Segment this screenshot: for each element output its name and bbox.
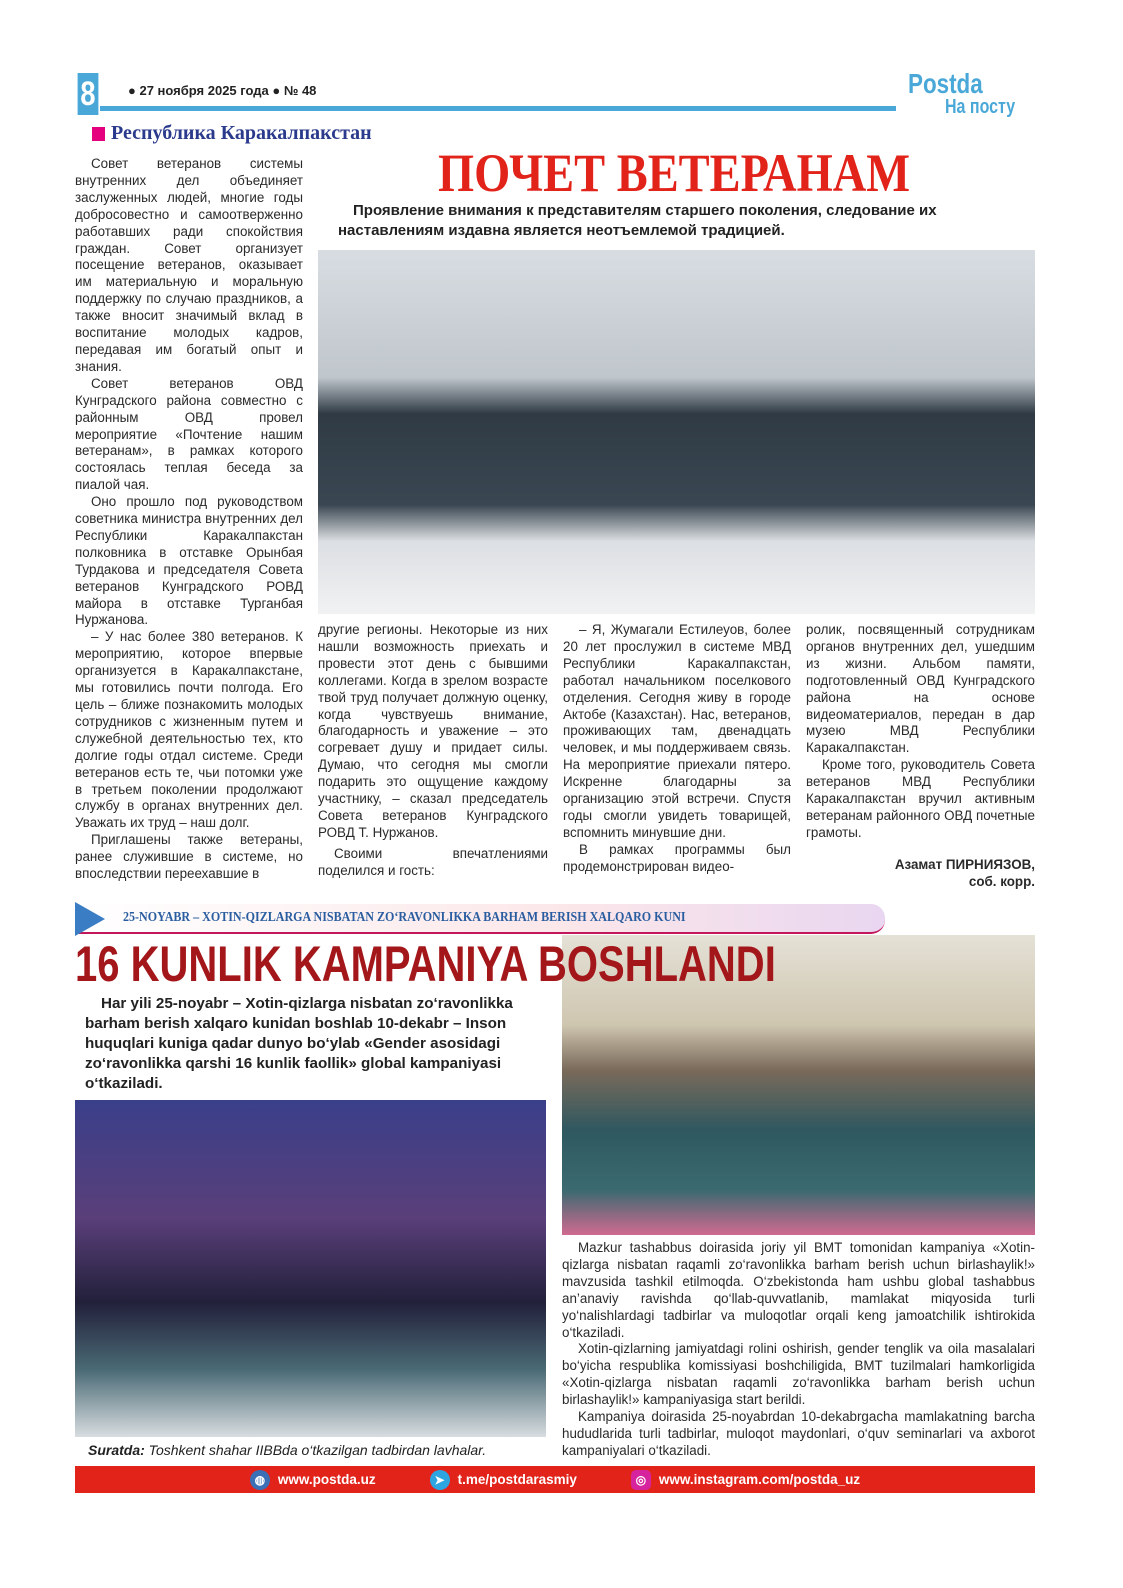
author-role: соб. корр. bbox=[968, 873, 1035, 889]
paragraph: Оно прошло под руководством советника министра внутренних дел Республики Каракалпакстан полковника в отставке Орынбая Турдакова и председателя Совета ветеранов Кунградского РОВД майора в отставке Турганбая Нуржанова. bbox=[75, 494, 303, 628]
website-link[interactable]: www.postda.uz bbox=[277, 1472, 376, 1487]
issue-date: ● 27 ноября 2025 года ● № 48 bbox=[128, 83, 317, 98]
article1-column-2 bbox=[318, 622, 548, 880]
article1-column-4 bbox=[806, 622, 1035, 890]
logo-na-postu: На посту bbox=[945, 96, 1016, 118]
article2-banner bbox=[75, 904, 885, 934]
article2-lead: Har yili 25-noyabr – Xotin-qizlarga nisbatan zo‘ravonlikka barham berish xalqaro kunidan boshlab 10-dekabr – Inson huquqlari kuniga qadar dunyo bo‘ylab «Gender asosidagi zo‘ravonlikka qarshi 16 kunlik faollik» global kampaniyasi o‘tkaziladi. bbox=[85, 995, 513, 1092]
section-title: Республика Каракалпакстан bbox=[111, 122, 372, 144]
logo-postda: Postda bbox=[908, 68, 983, 99]
paragraph: Совет ветеранов системы внутренних дел объединяет заслуженных людей, многие годы добросовестно и самоотверженно работавших ради спокойствия граждан. Совет организует посещение ветеранов, оказывает им материальную и моральную поддержку по случаю праздников, а также вносит значимый вклад в воспитание молодых кадров, передавая им богатый опыт и знания. bbox=[75, 156, 303, 374]
telegram-link[interactable]: t.me/postdarasmiy bbox=[457, 1472, 577, 1487]
paragraph: – Я, Жумагали Естилеуов, более 20 лет прослужил в системе МВД Республики Каракалпакстан, работал начальником поселкового отделения. Сегодня живу в городе Актобе (Казахстан). Нас, ветеранов, проживающих там, двенадцать человек, и мы поддерживаем связь. На мероприятие приехали пятеро. Искренне благодарны за организацию этой встречи. Спустя годы смогли увидеть товарищей, вспомнить минувшие дни. bbox=[563, 622, 791, 840]
author-name: Азамат ПИРНИЯЗОВ, bbox=[894, 856, 1035, 872]
author-byline bbox=[806, 856, 1035, 890]
article1-column-1 bbox=[75, 156, 303, 883]
paragraph: Mazkur tashabbus doirasida joriy yil BMT tomonidan kampaniya «Xotin-qizlarga nisbatan raqamli zo‘ravonlikka barham berish uchun birlashaylik!» mavzusida tashkil etilmoqda. O‘zbekistonda ham ushbu global tashabbus an’anaviy ravishda qo‘llab-quvvatlanib, mamlakat miqyosida turli yo‘nalishlardagi tadbirlar va muloqotlar orqali keng jamoatchilik ishtirokida o‘tkaziladi. bbox=[562, 1240, 1035, 1340]
paragraph: Своими впечатлениями поделился и гость: bbox=[318, 845, 548, 878]
page-number: 8 bbox=[78, 73, 99, 115]
caption-text: Toshkent shahar IIBBda o‘tkazilgan tadbirdan lavhalar. bbox=[144, 1442, 487, 1458]
caption-label: Suratda: bbox=[88, 1442, 145, 1458]
article2-body bbox=[562, 1240, 1035, 1460]
footer-bar bbox=[75, 1466, 1035, 1493]
globe-icon: ◍ bbox=[250, 1470, 270, 1490]
section-marker-icon bbox=[92, 127, 105, 141]
veterans-group-photo bbox=[318, 250, 1035, 614]
paragraph: – У нас более 380 ветеранов. К мероприятию, которое впервые организуется в Каракалпакстане, мы готовились почти полгода. Его цель – ближе познакомить молодых сотрудников с жизненным путем и служебной деятельностью тех, кто долгие годы отдал системе. Среди ветеранов есть те, чьи потомки уже в третьем поколении продолжают службу в органах внутренних дел. Уважать их труд – наш долг. bbox=[75, 629, 303, 831]
footer-website[interactable] bbox=[250, 1470, 376, 1490]
instagram-icon: ◎ bbox=[631, 1470, 651, 1490]
paragraph: Xotin-qizlarning jamiyatdagi rolini oshirish, gender tenglik va oila masalalari bo‘yicha respublika komissiyasi boshchiligida, BMT tuzilmalari hamkorligida «Xotin-qizlarga nisbatan raqamli zo‘ravonlikka barham berish uchun birlashaylik!» kampaniyasiga start berildi. bbox=[562, 1341, 1035, 1408]
instagram-link[interactable]: www.instagram.com/postda_uz bbox=[658, 1472, 861, 1487]
telegram-icon: ➤ bbox=[430, 1470, 450, 1490]
article1-lead: Проявление внимания к представителям старшего поколения, следование их наставлениям издавна является неотъемлемой традицией. bbox=[338, 202, 937, 239]
header-rule bbox=[100, 106, 896, 111]
footer-telegram[interactable] bbox=[430, 1470, 577, 1490]
paragraph: ролик, посвященный сотрудникам органов внутренних дел, ушедшим из жизни. Альбом памяти, подготовленный ОВД Кунградского района на основе видеоматериалов, передан в дар музею МВД Республики Каракалпакстан. bbox=[806, 622, 1035, 756]
footer-instagram[interactable] bbox=[631, 1470, 860, 1490]
section-label bbox=[92, 122, 372, 145]
paragraph: Совет ветеранов ОВД Кунградского района совместно с районным ОВД провел мероприятие «Почтение нашим ветеранам», в рамках которого состоялась теплая беседа за пиалой чая. bbox=[75, 375, 303, 493]
stage-ceremony-photo bbox=[75, 1100, 546, 1437]
play-triangle-icon bbox=[75, 902, 105, 936]
paragraph: Приглашены также ветераны, ранее служившие в системе, но впоследствии переехавшие в bbox=[75, 832, 303, 882]
article2-headline: 16 KUNLIK KAMPANIYA BOSHLANDI bbox=[75, 936, 776, 992]
article1-headline: ПОЧЕТ ВЕТЕРАНАМ bbox=[438, 143, 911, 203]
paragraph: Kampaniya doirasida 25-noyabrdan 10-dekabrgacha mamlakatning barcha hududlarida turli tadbirlar, muloqot maydonlari, o‘quv seminarlari va axborot kampaniyalari o‘tkaziladi. bbox=[562, 1409, 1035, 1458]
photo-caption bbox=[88, 1442, 486, 1458]
banner-text: 25-NOYABR – XOTIN-QIZLARGA NISBATAN ZO‘RAVONLIKKA BARHAM BERISH XALQARO KUNI bbox=[123, 910, 686, 925]
article1-column-3 bbox=[563, 622, 791, 876]
paragraph: В рамках программы был продемонстрирован видео- bbox=[563, 841, 791, 874]
paragraph: Кроме того, руководитель Совета ветеранов МВД Республики Каракалпакстан вручил активным ветеранам районного ОВД почетные грамоты. bbox=[806, 757, 1035, 840]
paragraph: другие регионы. Некоторые из них нашли возможность приехать и провести этот день с бывшими коллегами. Когда в зрелом возрасте твой труд получает должную оценку, когда чувствуешь внимание, благодарность и уважение – это согревает душу и придает силы. Думаю, что сегодня мы смогли подарить это ощущение каждому участнику, – сказал председатель Совета ветеранов Кунградского РОВД Т. Нуржанов. bbox=[318, 622, 548, 840]
